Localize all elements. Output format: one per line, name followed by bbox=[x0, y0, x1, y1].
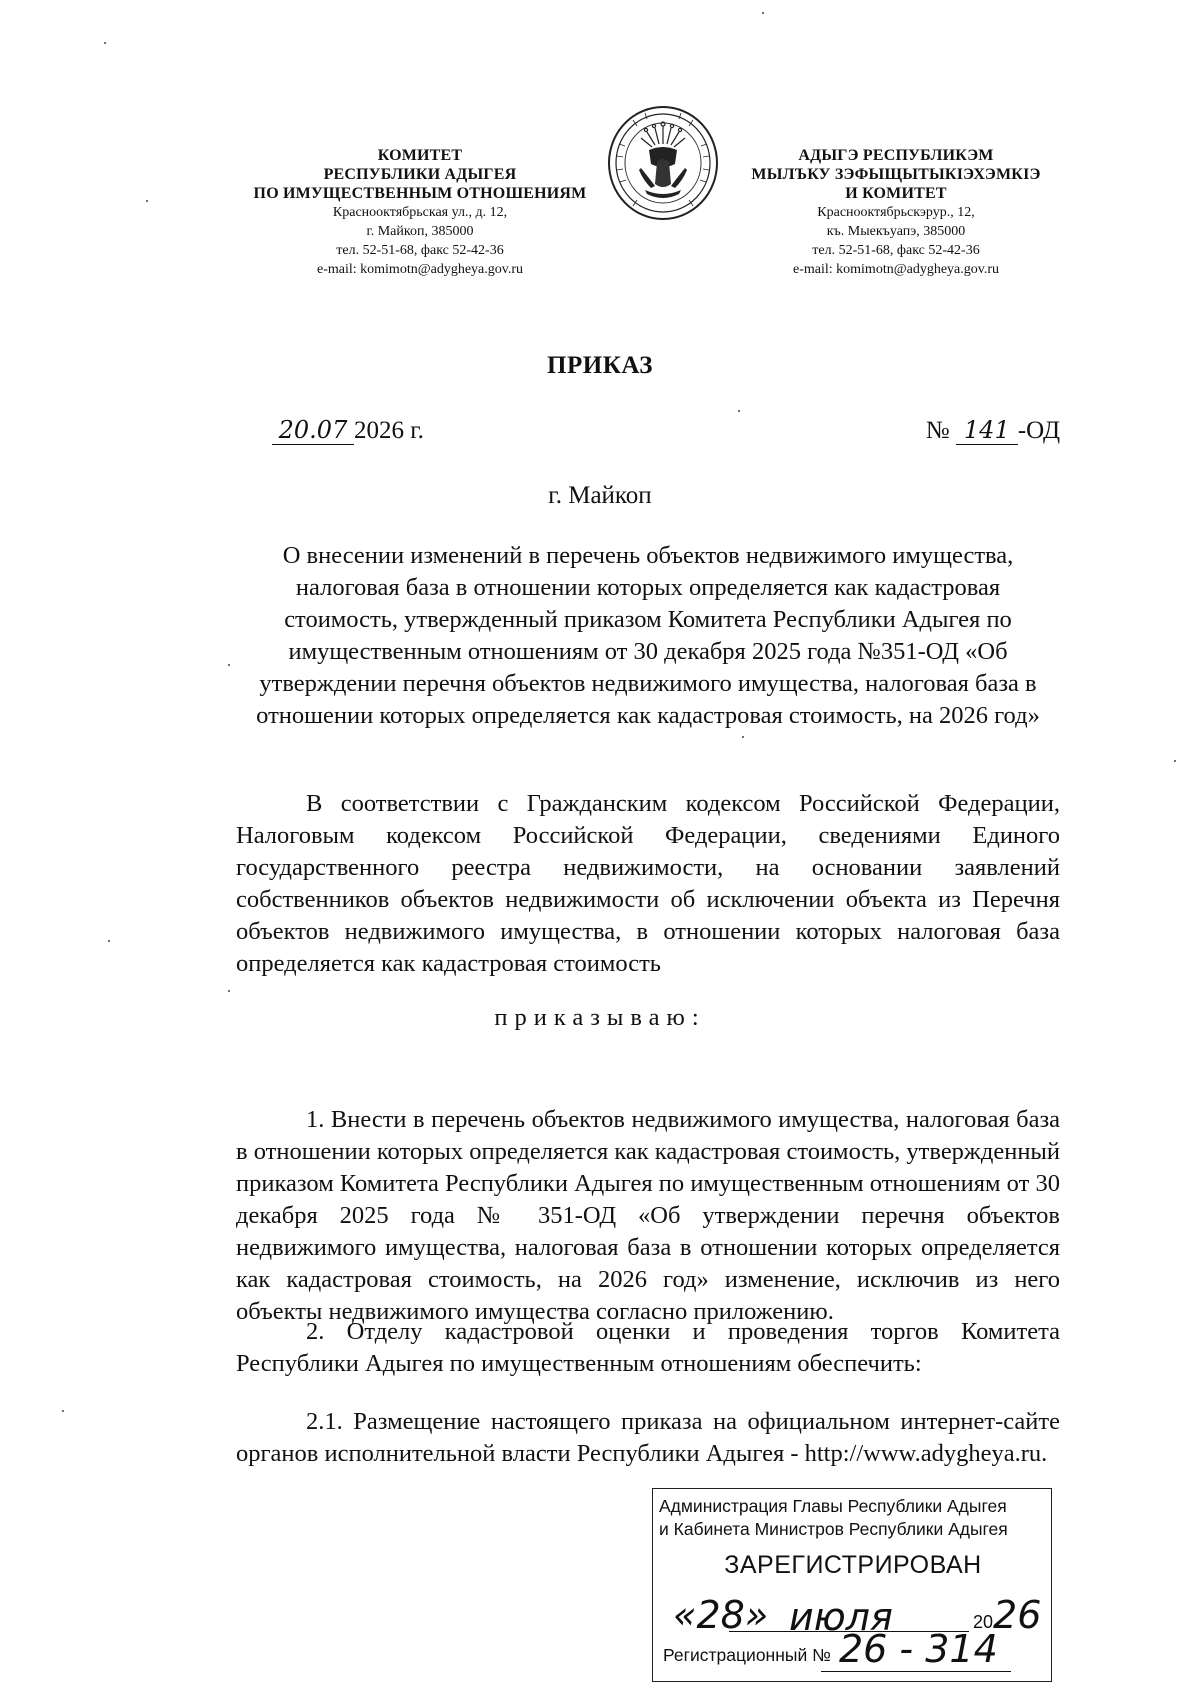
scan-speck bbox=[104, 42, 106, 44]
header-right-address2: къ. Мыекъуапэ, 385000 bbox=[826, 224, 966, 239]
stamp-year-prefix: 20 bbox=[973, 1612, 994, 1632]
number-suffix: -ОД bbox=[1017, 417, 1060, 444]
header-right-line1: АДЫГЭ РЕСПУБЛИКЭМ bbox=[798, 147, 994, 164]
document-number bbox=[926, 416, 1060, 445]
header-left-address1: Краснооктябрьская ул., д. 12, bbox=[332, 205, 508, 220]
scan-speck bbox=[62, 1410, 64, 1412]
date-handwritten: 20.07 bbox=[272, 416, 354, 445]
scan-speck bbox=[108, 940, 110, 942]
order-word: приказываю: bbox=[494, 1004, 706, 1031]
document-city: г. Майкоп bbox=[548, 482, 652, 509]
header-right-address1: Краснооктябрьскэрур., 12, bbox=[817, 205, 975, 220]
header-right-line3: И КОМИТЕТ bbox=[845, 185, 947, 202]
header-left-email: e-mail: komimotn@adygheya.gov.ru bbox=[317, 262, 523, 277]
order-item-1: 1. Внести в перечень объектов недвижимого имущества, налоговая база в отношении которых определяется как кадастровая стоимость, утвержденный приказом Комитета Республики Адыгея по имущественным отношениям от 30 декабря 2025 года № 351-ОД «Об утверждении перечня объектов недвижимого имущества, налоговая база в отношении которых определяется как кадастровая стоимость, на 2026 год» изменение, исключив из него объекты недвижимого имущества согласно приложению. bbox=[236, 1106, 1060, 1325]
document-subject: О внесении изменений в перечень объектов недвижимого имущества, налоговая база в отношении которых определяется как кадастровая стоимость, утвержденный приказом Комитета Республики Адыгея по имущественным отношениям от 30 декабря 2025 года №351-ОД «Об утверждении перечня объектов недвижимого имущества, налоговая база в отношении которых определяется как кадастровая стоимость, на 2026 год» bbox=[256, 542, 1040, 729]
header-right-phone: тел. 52-51-68, факс 52-42-36 bbox=[812, 243, 980, 258]
stamp-org-line1: Администрация Главы Республики Адыгея bbox=[659, 1496, 1007, 1516]
header-right-block bbox=[740, 146, 1052, 279]
document-title: ПРИКАЗ bbox=[547, 352, 653, 379]
stamp-number-underline bbox=[821, 1671, 1011, 1672]
header-left-line1: КОМИТЕТ bbox=[377, 147, 463, 164]
scan-speck bbox=[742, 736, 744, 738]
stamp-month: июля bbox=[789, 1595, 893, 1639]
header-left-line3: ПО ИМУЩЕСТВЕННЫМ ОТНОШЕНИЯМ bbox=[253, 185, 587, 202]
stamp-org-line2: и Кабинета Министров Республики Адыгея bbox=[659, 1519, 1008, 1539]
preamble-paragraph: В соответствии с Гражданским кодексом Российской Федерации, Налоговым кодексом Российской Федерации, сведениями Единого государственного реестра недвижимости, на основании заявлений собственников объектов недвижимости об исключении объекта из Перечня объектов недвижимого имущества, в отношении которых налоговая база определяется как кадастровая стоимость bbox=[236, 790, 1060, 977]
header-left-block bbox=[236, 146, 604, 279]
stamp-day: «28» bbox=[673, 1593, 769, 1637]
scan-speck bbox=[228, 990, 230, 992]
header-left-phone: тел. 52-51-68, факс 52-42-36 bbox=[336, 243, 504, 258]
order-item-2: 2. Отделу кадастровой оценки и проведения торгов Комитета Республики Адыгея по имущественным отношениям обеспечить: bbox=[236, 1318, 1060, 1377]
coat-of-arms-emblem-icon bbox=[605, 104, 721, 222]
stamp-organization bbox=[659, 1495, 1045, 1541]
header-right-line2: МЫЛЪКУ ЗЭФЫЩЫТЫКІЭХЭМКІЭ bbox=[751, 166, 1041, 183]
number-prefix: № bbox=[925, 417, 950, 444]
order-item-2-1: 2.1. Размещение настоящего приказа на официальном интернет-сайте органов исполнительной власти Республики Адыгея - http://www.adygheya.ru. bbox=[236, 1408, 1060, 1467]
registration-stamp bbox=[652, 1488, 1052, 1682]
header-left-address2: г. Майкоп, 385000 bbox=[366, 224, 474, 239]
header-left-line2: РЕСПУБЛИКИ АДЫГЕЯ bbox=[323, 166, 517, 183]
scan-speck bbox=[1174, 760, 1176, 762]
scan-speck bbox=[146, 200, 148, 202]
stamp-registration-number-label: Регистрационный № bbox=[663, 1645, 831, 1665]
stamp-registration-number: 26 - 314 bbox=[839, 1627, 998, 1671]
date-suffix: 2026 г. bbox=[354, 417, 424, 444]
stamp-registered-label: ЗАРЕГИСТРИРОВАН bbox=[724, 1551, 982, 1579]
document-date bbox=[272, 416, 424, 445]
number-handwritten: 141 bbox=[956, 416, 1018, 445]
scan-speck bbox=[228, 664, 230, 666]
scan-speck bbox=[762, 12, 764, 14]
stamp-year-hand: 26 bbox=[993, 1593, 1042, 1637]
header-right-email: e-mail: komimotn@adygheya.gov.ru bbox=[793, 262, 999, 277]
scan-speck bbox=[738, 410, 740, 412]
